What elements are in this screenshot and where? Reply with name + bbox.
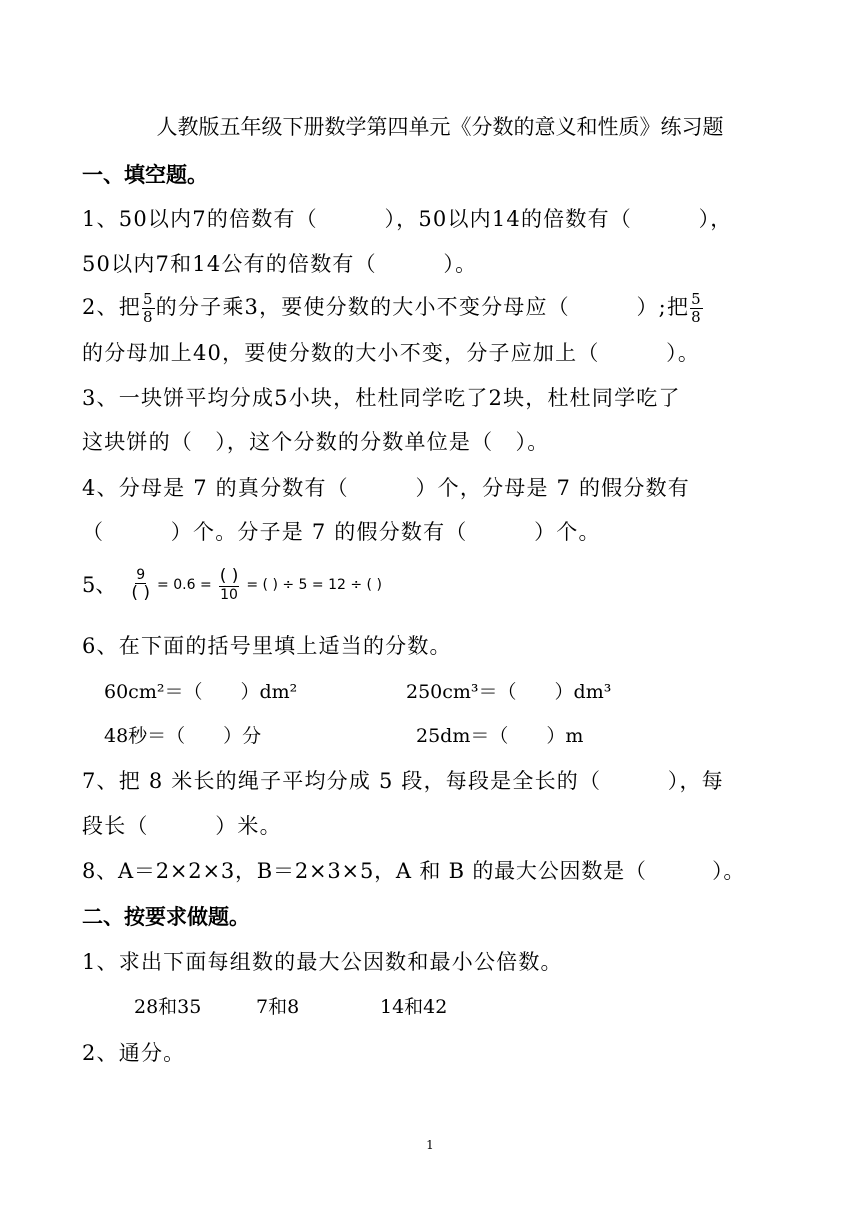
fraction-numerator: 5 xyxy=(142,290,154,308)
page-title: 人教版五年级下册数学第四单元《分数的意义和性质》练习题 xyxy=(156,115,724,139)
question-2-line-2: 的分母加上40，要使分数的大小不变，分子应加上（ ）。 xyxy=(82,341,701,365)
question-4-line-1: 4、分母是 7 的真分数有（ ）个，分母是 7 的假分数有 xyxy=(82,476,690,500)
task-2-prompt: 2、通分。 xyxy=(82,1041,186,1065)
task-1-prompt: 1、求出下面每组数的最大公因数和最小公倍数。 xyxy=(82,950,563,974)
question-3-line-1: 3、一块饼平均分成5小块，杜杜同学吃了2块，杜杜同学吃了 xyxy=(82,386,681,410)
fraction-five-eighths xyxy=(142,292,155,325)
fraction-9-over-blank xyxy=(131,568,150,602)
question-6-item-4: 25dm＝（ ）m xyxy=(416,725,584,747)
fraction-denominator: 8 xyxy=(691,308,702,326)
equation-part-1: = 0.6 = xyxy=(157,577,212,593)
fraction-denominator: ( ) xyxy=(131,583,151,603)
fraction-numerator: 5 xyxy=(691,290,702,308)
question-8-line: 8、A＝2×2×3，B＝2×3×5，A 和 B 的最大公因数是（ ）。 xyxy=(82,859,746,883)
section-heading-fill-blanks: 一、填空题。 xyxy=(82,163,208,187)
question-5-line xyxy=(82,568,382,602)
fraction-denominator: 10 xyxy=(220,587,238,603)
question-4-line-2: （ ）个。分子是 7 的假分数有（ ）个。 xyxy=(82,520,601,544)
question-1-line-2: 50以内7和14公有的倍数有（ ）。 xyxy=(82,252,478,276)
section-heading-tasks: 二、按要求做题。 xyxy=(82,905,250,929)
question-6-item-1: 60cm²＝（ ）dm² xyxy=(104,681,298,703)
question-1-line-1: 1、50以内7的倍数有（ ），50以内14的倍数有（ ）， xyxy=(82,207,733,231)
question-7-line-1: 7、把 8 米长的绳子平均分成 5 段，每段是全长的（ ），每 xyxy=(82,769,724,793)
task-1-group-3: 14和42 xyxy=(380,996,448,1018)
fraction-numerator: ( ) xyxy=(219,566,239,586)
fraction-five-eighths-2 xyxy=(690,292,703,325)
question-2-prefix: 2、把 xyxy=(82,295,141,319)
fraction-denominator: 8 xyxy=(142,308,154,326)
question-5-label: 5、 xyxy=(82,573,117,597)
page-number: 1 xyxy=(426,1138,434,1152)
fraction-numerator: 9 xyxy=(136,567,146,583)
question-6-prompt: 6、在下面的括号里填上适当的分数。 xyxy=(82,634,452,658)
question-2-line-1 xyxy=(82,292,704,325)
question-6-item-2: 250cm³＝（ ）dm³ xyxy=(406,681,612,703)
equation-part-2: = ( ) ÷ 5 = 12 ÷ ( ) xyxy=(246,577,382,593)
question-6-item-3: 48秒＝（ ）分 xyxy=(104,725,262,747)
question-2-middle: 的分子乘3，要使分数的大小不变分母应（ ）;把 xyxy=(155,295,690,319)
task-1-group-2: 7和8 xyxy=(256,996,300,1018)
question-3-line-2: 这块饼的（ ），这个分数的分数单位是（ ）。 xyxy=(82,430,550,454)
fraction-blank-over-10 xyxy=(219,568,240,602)
question-7-line-2: 段长（ ）米。 xyxy=(82,814,282,838)
task-1-group-1: 28和35 xyxy=(134,996,202,1018)
